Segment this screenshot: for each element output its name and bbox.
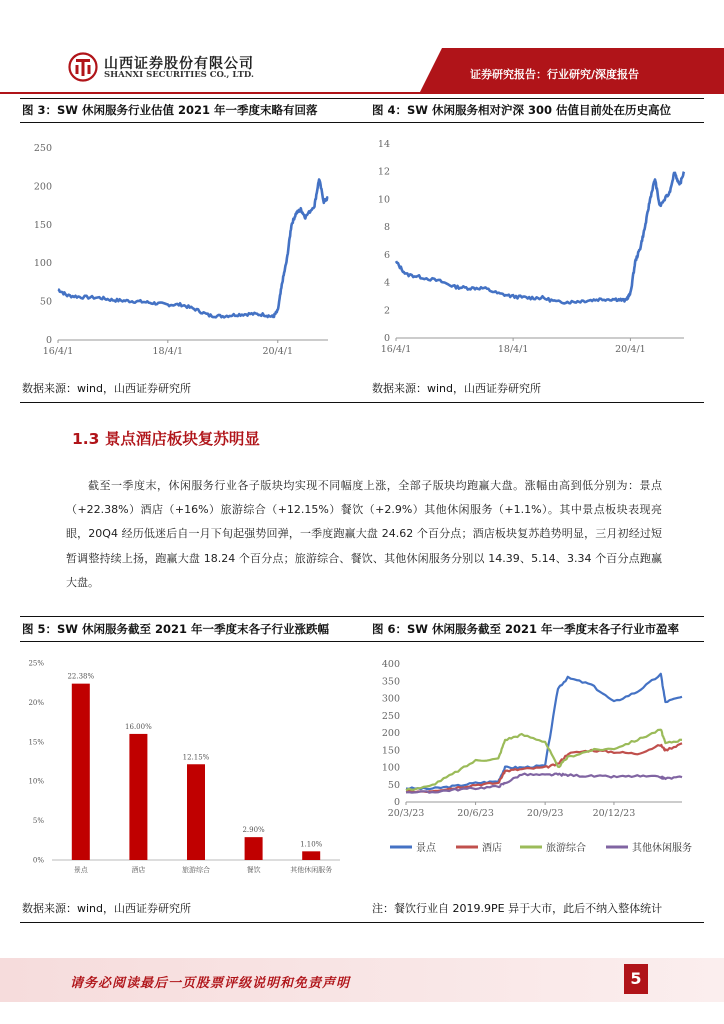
fig6-note: 注：餐饮行业自 2019.9PE 异于大市，此后不纳入整体统计 (372, 902, 663, 915)
y-tick-label: 25% (28, 659, 44, 668)
y-tick-label: 8 (383, 222, 390, 234)
paragraph-text: 截至一季度末，休闲服务行业各子版块均实现不同幅度上涨，全部子版块均跑赢大盘。涨幅由高到低分别为：景点（+22.38%）酒店（+16%）旅游综合（+12.15%）餐饮（+2.9%）其他休闲服务（+1.1%）。其中景点板块表现亮眼，20Q4 经历低迷后自一月下旬起强势回弹，一季度跑赢大盘 24.62 个百分点；酒店板块复苏趋势明显，三月初经过短暂调整持续上扬，跑赢大盘 18.24 个百分点；旅游综合、餐饮、其他休闲服务分别以 14.39、5.14、3.34 个百分点跑赢大盘。 (66, 479, 662, 589)
company-name-cn: 山西证券股份有限公司 (104, 56, 254, 72)
y-tick-label: 250 (33, 143, 52, 154)
bar-data-label: 1.10% (300, 840, 323, 849)
category-label: 景点 (73, 866, 88, 874)
header-divider (0, 92, 724, 94)
fig6-caption: 图 6：SW 休闲服务截至 2021 年一季度末各子行业市盈率 (372, 622, 679, 636)
y-tick-label: 200 (33, 181, 52, 193)
fig3-series-line (58, 180, 328, 318)
bar-data-label: 12.15% (182, 753, 210, 762)
company-name-en: SHANXI SECURITIES CO., LTD. (104, 70, 254, 80)
page-number: 5 (624, 964, 648, 994)
x-tick-label: 20/3/23 (387, 808, 425, 819)
y-tick-label: 0 (45, 335, 52, 346)
y-tick-label: 250 (381, 710, 400, 722)
x-tick-label: 20/12/23 (592, 808, 636, 819)
source-rule-2 (20, 922, 704, 923)
bar-data-label: 22.38% (67, 672, 95, 681)
fig5-source: 数据来源：wind，山西证券研究所 (22, 902, 192, 915)
y-tick-label: 6 (383, 249, 390, 261)
fig3-source: 数据来源：wind，山西证券研究所 (22, 382, 192, 395)
category-label: 餐饮 (246, 866, 261, 874)
y-tick-label: 0 (393, 797, 400, 808)
legend-label: 酒店 (482, 843, 502, 854)
x-tick-label: 18/4/1 (497, 344, 529, 355)
bar (187, 764, 205, 860)
category-label: 旅游综合 (182, 866, 210, 874)
y-tick-label: 100 (381, 762, 400, 774)
section-paragraph (66, 474, 662, 595)
y-tick-label: 0 (383, 333, 390, 344)
series-line-景点 (406, 674, 682, 789)
source-rule-1 (20, 402, 704, 403)
series-line-旅游综合 (406, 730, 682, 791)
legend-label: 旅游综合 (546, 843, 586, 854)
legend-label: 其他休闲服务 (632, 843, 692, 854)
y-tick-label: 100 (33, 258, 52, 270)
y-tick-label: 150 (33, 219, 52, 231)
x-tick-label: 16/4/1 (380, 344, 412, 355)
report-type-label: 证券研究报告：行业研究/深度报告 (470, 68, 640, 81)
category-label: 酒店 (131, 866, 146, 874)
x-tick-label: 16/4/1 (42, 346, 74, 357)
bar (302, 851, 320, 860)
fig4-series-line (396, 172, 684, 304)
company-logo-icon (68, 52, 98, 82)
fig3-caption: 图 3：SW 休闲服务行业估值 2021 年一季度末略有回落 (22, 103, 318, 117)
x-tick-label: 20/6/23 (457, 808, 494, 819)
series-line-酒店 (406, 743, 682, 792)
legend-label: 景点 (416, 843, 436, 854)
y-tick-label: 10% (28, 777, 44, 786)
y-tick-label: 50 (39, 296, 52, 308)
y-tick-label: 15% (28, 738, 44, 747)
y-tick-label: 12 (377, 166, 390, 178)
y-tick-label: 350 (381, 676, 400, 688)
caption-rule-top (20, 98, 704, 99)
y-tick-label: 0% (32, 856, 44, 865)
y-tick-label: 2 (383, 305, 390, 317)
x-tick-label: 20/9/23 (526, 808, 564, 819)
fig4-caption: 图 4：SW 休闲服务相对沪深 300 估值目前处在历史高位 (372, 103, 671, 117)
footer-disclaimer: 请务必阅读最后一页股票评级说明和免责声明 (70, 976, 351, 991)
y-tick-label: 400 (381, 659, 400, 670)
fig5-chart (20, 650, 360, 880)
caption-rule-top-2 (20, 616, 704, 617)
x-tick-label: 18/4/1 (152, 346, 184, 357)
fig6-chart (368, 650, 708, 860)
fig3-chart (20, 130, 360, 360)
x-tick-label: 20/4/1 (262, 346, 294, 357)
y-tick-label: 50 (387, 779, 400, 791)
y-tick-label: 150 (381, 745, 400, 757)
bar-data-label: 16.00% (125, 722, 152, 731)
fig4-source: 数据来源：wind，山西证券研究所 (372, 382, 542, 395)
y-tick-label: 300 (381, 693, 400, 705)
y-tick-label: 20% (28, 698, 44, 707)
bar (129, 734, 147, 860)
y-tick-label: 10 (377, 194, 390, 206)
section-title: 1.3 景点酒店板块复苏明显 (72, 430, 260, 448)
y-tick-label: 5% (32, 817, 44, 826)
y-tick-label: 14 (377, 139, 390, 150)
x-tick-label: 20/4/1 (615, 344, 646, 355)
y-tick-label: 4 (383, 277, 390, 289)
bar-data-label: 2.90% (242, 826, 265, 835)
fig4-chart (368, 130, 708, 360)
caption-rule-bottom (20, 122, 704, 123)
caption-rule-bottom-2 (20, 641, 704, 642)
bar (245, 837, 263, 860)
category-label: 其他休闲服务 (290, 866, 333, 874)
fig5-caption: 图 5：SW 休闲服务截至 2021 年一季度末各子行业涨跌幅 (22, 622, 329, 636)
bar (72, 684, 90, 860)
y-tick-label: 200 (381, 728, 400, 739)
